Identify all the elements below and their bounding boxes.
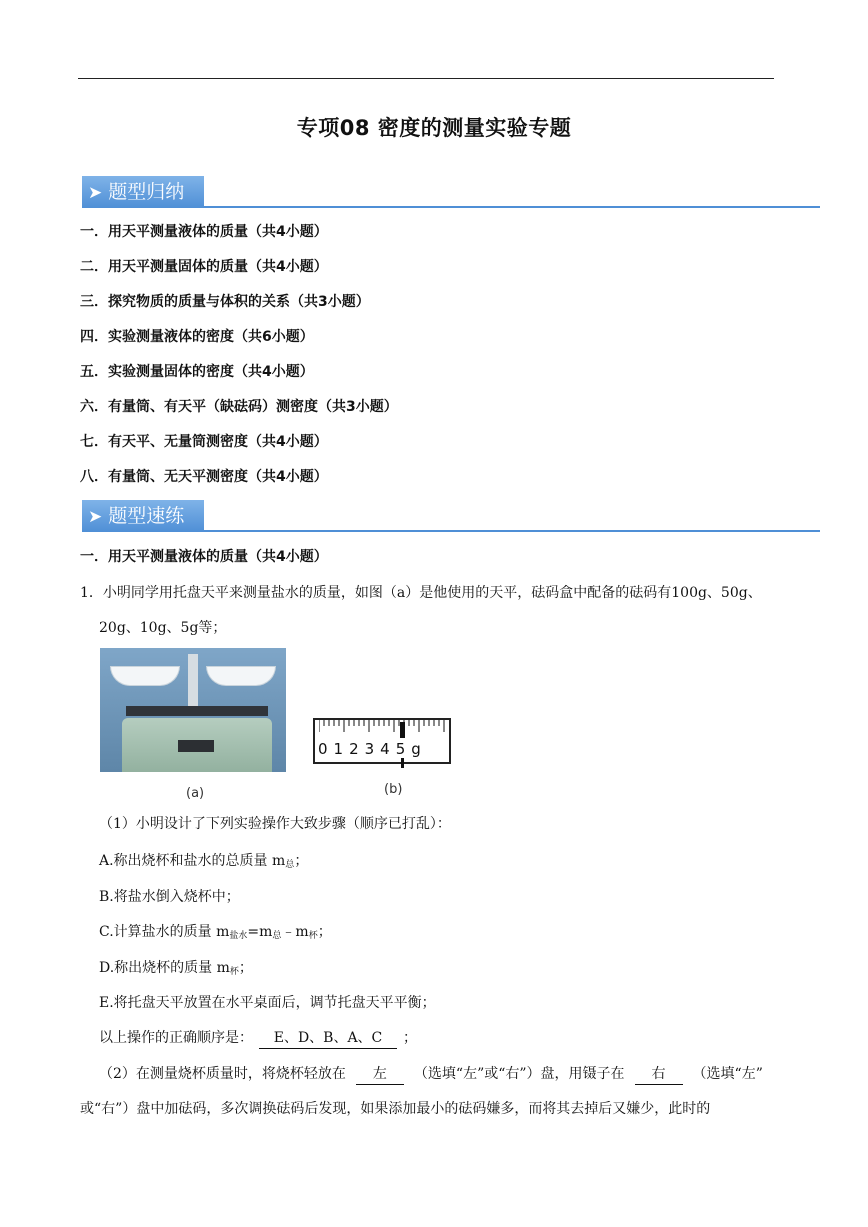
figure-b-caption: (b)	[384, 782, 403, 797]
topic-item: 三．探究物质的质量与体积的关系（共3小题）	[80, 294, 370, 310]
order-answer-line: 以上操作的正确顺序是： E、D、B、A、C ；	[99, 1028, 417, 1049]
topic-list	[80, 222, 398, 502]
topic-item: 一．用天平测量液体的质量（共4小题）	[80, 224, 328, 240]
scale-ticks	[319, 720, 447, 734]
answer-blank: E、D、B、A、C	[259, 1028, 397, 1049]
step-e: E.将托盘天平放置在水平桌面后，调节托盘天平平衡；	[99, 995, 436, 1011]
section-label: 题型速练	[108, 505, 185, 527]
topic-item: 二．用天平测量固体的质量（共4小题）	[80, 259, 328, 275]
answer-blank: 左	[356, 1064, 404, 1085]
topic-item: 五．实验测量固体的密度（共4小题）	[80, 364, 314, 380]
figure-a-caption: (a)	[186, 786, 205, 801]
topic-item: 四．实验测量液体的密度（共6小题）	[80, 329, 314, 345]
arrow-right-icon: ➤	[88, 507, 103, 527]
topic-item: 六．有量筒、有天平（缺砝码）测密度（共3小题）	[80, 399, 398, 415]
part-1-intro: （1）小明设计了下列实验操作大致步骤（顺序已打乱）：	[99, 816, 451, 832]
section-underline	[204, 530, 820, 532]
topic-item: 七．有天平、无量筒测密度（共4小题）	[80, 434, 328, 450]
step-b: B.将盐水倒入烧杯中；	[99, 889, 240, 905]
balance-photo	[100, 648, 286, 772]
section-banner-practice	[82, 500, 820, 532]
section-label: 题型归纳	[108, 181, 185, 203]
rider-marker	[400, 722, 405, 738]
question-1-line-1: 1．小明同学用托盘天平来测量盐水的质量，如图（a）是他使用的天平，砝码盒中配备的砝码有100g、50g、	[80, 585, 762, 601]
scale-numbers: 012345g	[318, 740, 427, 758]
rider-pointer	[401, 758, 404, 768]
topic-item: 八．有量筒、无天平测密度（共4小题）	[80, 469, 328, 485]
step-d: D.称出烧杯的质量 $m_杯$；	[99, 960, 253, 977]
arrow-right-icon: ➤	[88, 183, 103, 203]
answer-blank: 右	[635, 1064, 683, 1085]
page-title: 专项08 密度的测量实验专题	[296, 116, 572, 140]
header-rule	[78, 78, 774, 79]
practice-heading: 一．用天平测量液体的质量（共4小题）	[80, 549, 328, 565]
part-2-line-1: （2）在测量烧杯质量时，将烧杯轻放在 左 （选填“左”或“右”）盘，用镊子在 右 （选填“左”	[99, 1064, 763, 1085]
question-1-line-2: 20g、10g、5g等；	[99, 620, 227, 636]
step-c: C.计算盐水的质量 $m_{盐水}=m_总﹣m_杯$；	[99, 924, 332, 941]
part-2-line-2: 或“右”）盘中加砝码，多次调换砝码后发现，如果添加最小的砝码嫌多，而将其去掉后又嫌少，此时的	[80, 1101, 711, 1117]
rider-scale-figure	[313, 718, 451, 764]
step-a: A.称出烧杯和盐水的总质量 $m_总$；	[99, 853, 309, 870]
section-banner-summary	[82, 176, 820, 208]
section-underline	[204, 206, 820, 208]
